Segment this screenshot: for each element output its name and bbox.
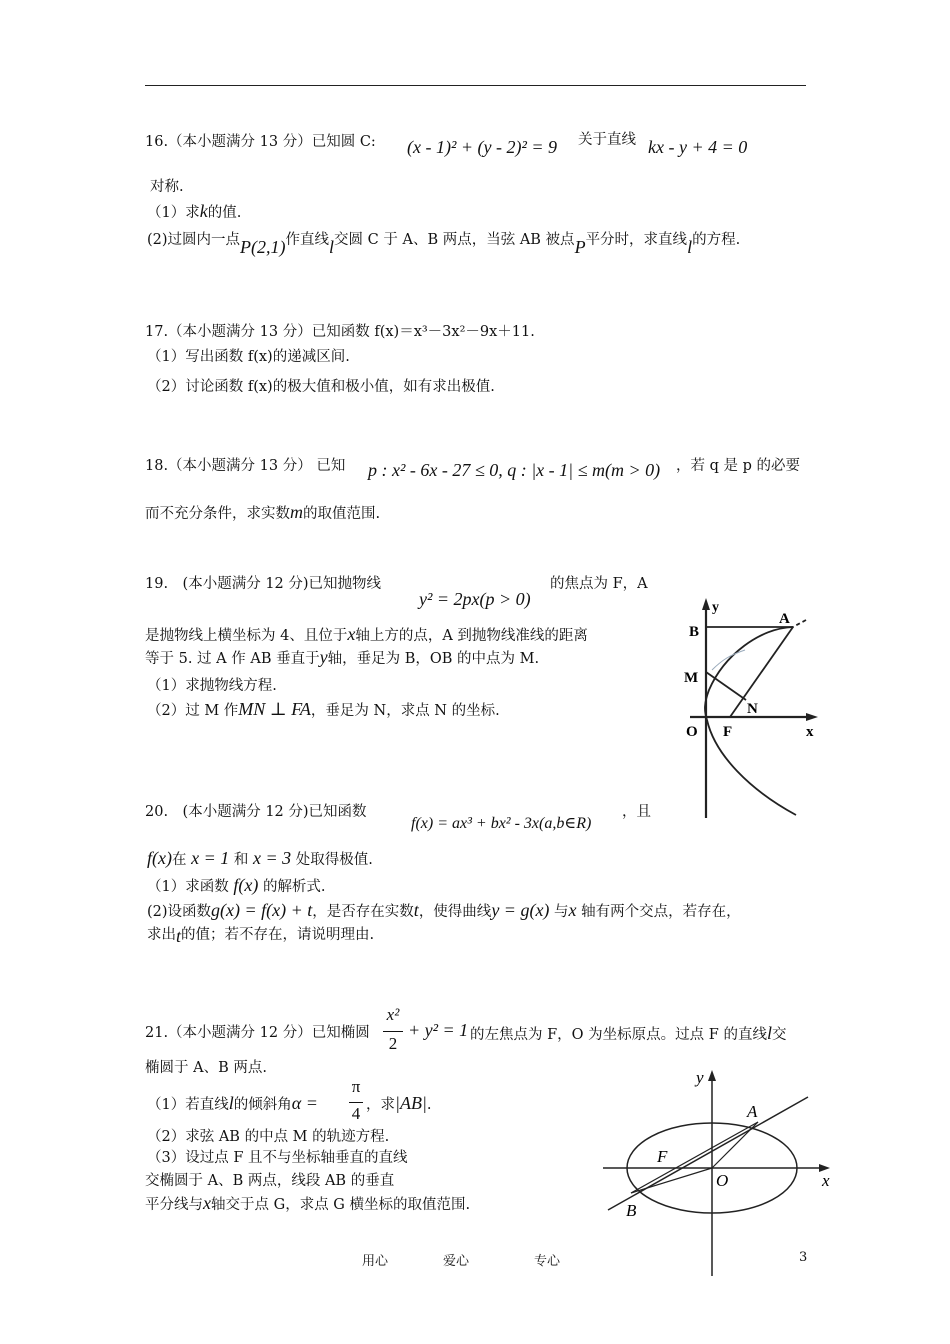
fig21-segment-OB — [631, 1168, 712, 1193]
q20-tail: ，且 — [622, 804, 651, 820]
fig21-label-A: A — [747, 1102, 758, 1121]
page-number: 3 — [799, 1250, 808, 1265]
ellipse-figure — [595, 1065, 840, 1280]
fig21-line-l — [608, 1097, 808, 1210]
q20-head: 20. (本小题满分 12 分)已知函数 — [145, 804, 367, 820]
q19-line2: 是抛物线上横坐标为 4、且位于x轴上方的点，A 到抛物线准线的距离 — [145, 624, 588, 644]
fig21-label-y: y — [696, 1068, 704, 1087]
q18-line2: 而不充分条件，求实数m的取值范围. — [145, 502, 381, 522]
q17-head: 17.（本小题满分 13 分）已知函数 f(x)＝x³－3x²－9x＋11. — [145, 324, 535, 340]
fig19-label-F: F — [723, 724, 733, 740]
fig21-chord-AB — [631, 1122, 758, 1193]
q20-part2: (2)设函数g(x) = f(x) + t，是否存在实数t，使得曲线y = g(x) 与x 轴有两个交点，若存在， — [147, 900, 741, 920]
fig19-label-N: N — [747, 701, 758, 717]
q19-part2: （2）过 M 作MN ⊥ FA，垂足为 N，求点 N 的坐标. — [147, 699, 500, 719]
q21-part3-line3: 平分线与x轴交于点 G，求点 G 横坐标的取值范围. — [145, 1193, 471, 1213]
fig19-y-arrow — [702, 598, 710, 610]
q16-mid: 关于直线 — [578, 132, 636, 148]
footer-zhuanxin: 专心 — [534, 1254, 561, 1269]
fig21-segment-OA — [712, 1122, 758, 1168]
q21-expression: + y² = 1 — [408, 1020, 469, 1040]
q17-part2: （2）讨论函数 f(x)的极大值和极小值，如有求出极值. — [147, 379, 495, 395]
q21-part3: （3）设过点 F 且不与坐标轴垂直的直线 — [147, 1150, 408, 1166]
fig21-label-F: F — [657, 1147, 668, 1166]
fig19-x-arrow — [806, 713, 818, 721]
q19-line3: 等于 5. 过 A 作 AB 垂直于y轴，垂足为 B，OB 的中点为 M. — [145, 647, 540, 667]
q19-part1: （1）求抛物线方程. — [147, 678, 277, 694]
parabola-figure — [680, 595, 830, 825]
q21-line2: 椭圆于 A、B 两点. — [145, 1060, 267, 1076]
q21-p1-frac-den: 4 — [351, 1104, 361, 1123]
q20-part1: （1）求函数 f(x) 的解析式. — [147, 875, 326, 895]
footer-yongxin: 用心 — [362, 1254, 389, 1269]
q16-circle-equation: (x - 1)² + (y - 2)² = 9 — [407, 137, 558, 157]
fig21-y-arrow — [708, 1070, 716, 1081]
q16-line-equation: kx - y + 4 = 0 — [648, 137, 748, 157]
q21-frac-den: 2 — [388, 1034, 398, 1053]
q18-expression: p : x² - 6x - 27 ≤ 0, q : |x - 1| ≤ m(m > 0) — [368, 460, 661, 480]
q20-part2-line2: 求出t的值；若不存在，请说明理由. — [147, 926, 375, 946]
fig19-label-A: A — [779, 611, 790, 627]
fig21-label-O: O — [716, 1171, 729, 1190]
footer-aixin: 爱心 — [443, 1254, 470, 1269]
q21-p1-frac-num: π — [351, 1077, 361, 1096]
q21-part3-line2: 交椭圆于 A、B 两点，线段 AB 的垂直 — [145, 1173, 395, 1189]
q19-expression: y² = 2px(p > 0) — [419, 589, 531, 609]
q21-tail: 的左焦点为 F，O 为坐标原点。过点 F 的直线l交 — [470, 1023, 787, 1043]
fig19-parabola-ext — [793, 620, 806, 627]
q17-part1: （1）写出函数 f(x)的递减区间. — [147, 349, 350, 365]
fig19-label-O: O — [686, 724, 698, 740]
q16-part1: （1）求k的值. — [147, 201, 242, 221]
q16-tail: 对称. — [150, 179, 184, 195]
q20-expression: f(x) = ax³ + bx² - 3x(a,b∈R) — [411, 815, 592, 832]
fig19-label-y: y — [712, 600, 719, 615]
q21-frac-bar — [383, 1031, 403, 1032]
q21-part2: （2）求弦 AB 的中点 M 的轨迹方程. — [147, 1129, 390, 1145]
fig19-parabola — [705, 627, 796, 815]
fig19-label-x: x — [806, 724, 814, 740]
fig19-label-M: M — [684, 670, 699, 686]
q21-frac-num: x² — [386, 1005, 400, 1024]
fig19-segment-MN — [706, 672, 746, 700]
fig19-segment-FA — [730, 627, 793, 717]
fig19-label-B: B — [689, 624, 700, 640]
q20-line2: f(x)在 x = 1 和 x = 3 处取得极值. — [147, 848, 373, 868]
q16-head: 16.（本小题满分 13 分）已知圆 C: — [145, 134, 376, 150]
q18-tail: ，若 q 是 p 的必要 — [676, 458, 800, 474]
q19-tail: 的焦点为 F，A — [550, 576, 648, 592]
q21-part1: （1）若直线l的倾斜角α = — [147, 1093, 318, 1113]
fig21-label-x: x — [822, 1171, 830, 1190]
header-rule — [145, 85, 806, 86]
q21-part1-end: ，求|AB|. — [366, 1093, 432, 1113]
fig21-label-B: B — [626, 1201, 637, 1220]
q19-head: 19. (本小题满分 12 分)已知抛物线 — [145, 576, 382, 592]
q21-p1-frac-bar — [349, 1102, 363, 1103]
q21-head: 21.（本小题满分 12 分）已知椭圆 — [145, 1025, 370, 1041]
q16-part2: (2)过圆内一点P(2,1)作直线l交圆 C 于 A、B 两点，当弦 AB 被点P平分时，求直线l的方程. — [147, 232, 741, 257]
q18-head: 18.（本小题满分 13 分） 已知 — [145, 458, 346, 474]
